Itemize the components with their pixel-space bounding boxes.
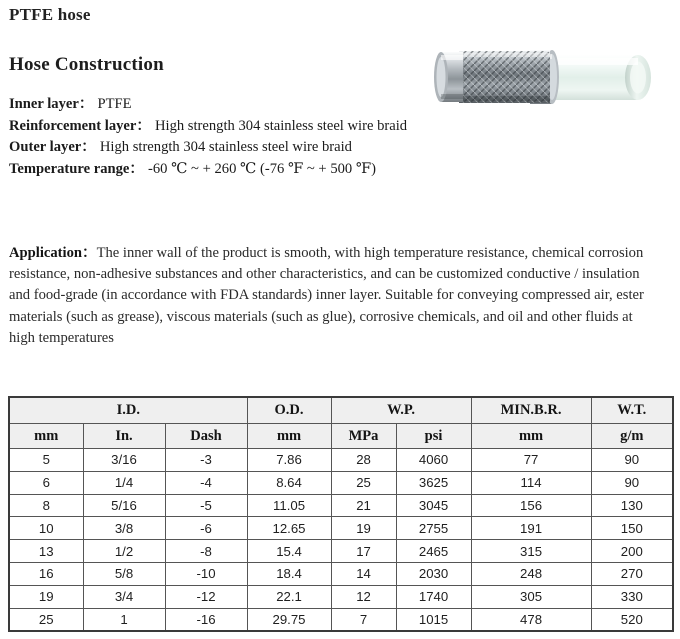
table-group-header-minbr: MIN.B.R. bbox=[471, 397, 591, 424]
table-cell-wp-mpa: 17 bbox=[331, 540, 396, 563]
table-row bbox=[9, 471, 673, 494]
table-cell-id-mm: 13 bbox=[9, 540, 83, 563]
table-cell-wt-gm: 150 bbox=[591, 517, 673, 540]
table-unit-header-id-in: In. bbox=[83, 424, 165, 449]
table-unit-header-od-mm: mm bbox=[247, 424, 331, 449]
table-cell-wt-gm: 130 bbox=[591, 494, 673, 517]
table-cell-dash: -16 bbox=[165, 608, 247, 631]
hose-collar-left bbox=[434, 52, 463, 102]
table-cell-wp-mpa: 7 bbox=[331, 608, 396, 631]
table-row bbox=[9, 540, 673, 563]
spec-label-outer-layer: Outer layer： bbox=[9, 139, 96, 155]
spec-value-temperature-range: -60 ℃ ~ + 260 ℃ (-76 ℉ ~ + 500 ℉) bbox=[147, 160, 376, 177]
table-unit-header-dash: Dash bbox=[165, 424, 247, 449]
table-cell-wp-psi: 1015 bbox=[396, 608, 471, 631]
table-group-header-id: I.D. bbox=[9, 397, 247, 424]
table-row bbox=[9, 608, 673, 631]
table-cell-id-in: 3/8 bbox=[83, 517, 165, 540]
stainless-steel-braid bbox=[459, 51, 550, 103]
table-cell-id-in: 1 bbox=[83, 608, 165, 631]
table-group-header-wt: W.T. bbox=[591, 397, 673, 424]
table-cell-minbr-mm: 156 bbox=[471, 494, 591, 517]
table-cell-id-mm: 8 bbox=[9, 494, 83, 517]
spec-line-temperature-range bbox=[9, 159, 479, 181]
application-text: The inner wall of the product is smooth, with high temperature resistance, chemical corrosion resistance, non-adhesive substances and other characteristics, and can be customized conductive / insulation and food-grade (in accordance with FDA standards) inner layer. Suitable for conveying compressed air, ester materials (such as grease), viscous materials (such as glue), corrosive chemicals, and oil and other fluids at high temperatures bbox=[9, 245, 644, 346]
application-label: Application： bbox=[9, 245, 97, 261]
spec-value-reinforcement-layer: High strength 304 stainless steel wire braid bbox=[154, 117, 408, 134]
spec-line-inner-layer bbox=[9, 94, 479, 116]
table-header bbox=[9, 397, 673, 449]
table-cell-dash: -5 bbox=[165, 494, 247, 517]
table-cell-id-mm: 16 bbox=[9, 562, 83, 585]
table-cell-od-mm: 12.65 bbox=[247, 517, 331, 540]
specification-table bbox=[8, 396, 672, 632]
table-cell-dash: -6 bbox=[165, 517, 247, 540]
table-cell-id-in: 5/16 bbox=[83, 494, 165, 517]
table-unit-header-wp-psi: psi bbox=[396, 424, 471, 449]
table-cell-id-mm: 25 bbox=[9, 608, 83, 631]
table-cell-id-in: 3/4 bbox=[83, 585, 165, 608]
table-cell-wt-gm: 90 bbox=[591, 471, 673, 494]
table-cell-wp-psi: 3625 bbox=[396, 471, 471, 494]
section-heading-hose-construction: Hose Construction bbox=[9, 54, 164, 75]
table-cell-wp-psi: 2465 bbox=[396, 540, 471, 563]
table-cell-wt-gm: 520 bbox=[591, 608, 673, 631]
table-cell-wt-gm: 200 bbox=[591, 540, 673, 563]
table-cell-wp-mpa: 28 bbox=[331, 449, 396, 472]
table-cell-dash: -4 bbox=[165, 471, 247, 494]
table-cell-od-mm: 8.64 bbox=[247, 471, 331, 494]
table-cell-wt-gm: 270 bbox=[591, 562, 673, 585]
table-cell-minbr-mm: 77 bbox=[471, 449, 591, 472]
table-row bbox=[9, 517, 673, 540]
table-cell-minbr-mm: 191 bbox=[471, 517, 591, 540]
spec-label-reinforcement-layer: Reinforcement layer： bbox=[9, 117, 151, 134]
spec-value-inner-layer: PTFE bbox=[97, 96, 132, 112]
table-cell-od-mm: 7.86 bbox=[247, 449, 331, 472]
spec-label-inner-layer: Inner layer： bbox=[9, 96, 94, 112]
table-unit-header-id-mm: mm bbox=[9, 424, 83, 449]
table-cell-wt-gm: 90 bbox=[591, 449, 673, 472]
table-cell-wp-mpa: 25 bbox=[331, 471, 396, 494]
table-group-header-od: O.D. bbox=[247, 397, 331, 424]
table-cell-od-mm: 29.75 bbox=[247, 608, 331, 631]
table-cell-wp-mpa: 19 bbox=[331, 517, 396, 540]
table-cell-od-mm: 18.4 bbox=[247, 562, 331, 585]
table-unit-header-wt-gm: g/m bbox=[591, 424, 673, 449]
table-group-header-row bbox=[9, 397, 673, 424]
table-body bbox=[9, 449, 673, 632]
table-cell-wp-psi: 2030 bbox=[396, 562, 471, 585]
table-group-header-wp: W.P. bbox=[331, 397, 471, 424]
table-cell-wp-psi: 1740 bbox=[396, 585, 471, 608]
table-cell-minbr-mm: 478 bbox=[471, 608, 591, 631]
table-cell-id-mm: 5 bbox=[9, 449, 83, 472]
table-cell-od-mm: 11.05 bbox=[247, 494, 331, 517]
table-cell-wt-gm: 330 bbox=[591, 585, 673, 608]
spec-value-outer-layer: High strength 304 stainless steel wire braid bbox=[99, 139, 352, 155]
table-cell-id-in: 5/8 bbox=[83, 562, 165, 585]
table-cell-wp-mpa: 14 bbox=[331, 562, 396, 585]
page-title: PTFE hose bbox=[9, 5, 91, 24]
ptfe-braided-hose-photo bbox=[432, 36, 676, 120]
table-cell-id-mm: 19 bbox=[9, 585, 83, 608]
table-cell-id-in: 1/4 bbox=[83, 471, 165, 494]
table-cell-wp-mpa: 12 bbox=[331, 585, 396, 608]
application-description bbox=[9, 243, 661, 349]
table-cell-dash: -12 bbox=[165, 585, 247, 608]
spec-line-outer-layer bbox=[9, 137, 479, 159]
table-unit-header-wp-mpa: MPa bbox=[331, 424, 396, 449]
table-cell-minbr-mm: 114 bbox=[471, 471, 591, 494]
table-cell-wp-psi: 4060 bbox=[396, 449, 471, 472]
table-cell-minbr-mm: 315 bbox=[471, 540, 591, 563]
hose-construction-spec-list bbox=[9, 94, 479, 180]
table-cell-od-mm: 22.1 bbox=[247, 585, 331, 608]
table-cell-id-in: 3/16 bbox=[83, 449, 165, 472]
table-cell-minbr-mm: 248 bbox=[471, 562, 591, 585]
table-row bbox=[9, 494, 673, 517]
table-cell-id-mm: 10 bbox=[9, 517, 83, 540]
table-cell-wp-psi: 3045 bbox=[396, 494, 471, 517]
table-row bbox=[9, 449, 673, 472]
table-cell-id-in: 1/2 bbox=[83, 540, 165, 563]
table-cell-wp-mpa: 21 bbox=[331, 494, 396, 517]
table-cell-wp-psi: 2755 bbox=[396, 517, 471, 540]
table-cell-minbr-mm: 305 bbox=[471, 585, 591, 608]
table-cell-od-mm: 15.4 bbox=[247, 540, 331, 563]
table-cell-dash: -3 bbox=[165, 449, 247, 472]
table-unit-header-minbr-mm: mm bbox=[471, 424, 591, 449]
table-cell-dash: -8 bbox=[165, 540, 247, 563]
table-row bbox=[9, 562, 673, 585]
spec-line-reinforcement-layer bbox=[9, 116, 479, 138]
table-unit-header-row bbox=[9, 424, 673, 449]
table-cell-dash: -10 bbox=[165, 562, 247, 585]
table-row bbox=[9, 585, 673, 608]
table-cell-id-mm: 6 bbox=[9, 471, 83, 494]
spec-label-temperature-range: Temperature range： bbox=[9, 160, 144, 177]
